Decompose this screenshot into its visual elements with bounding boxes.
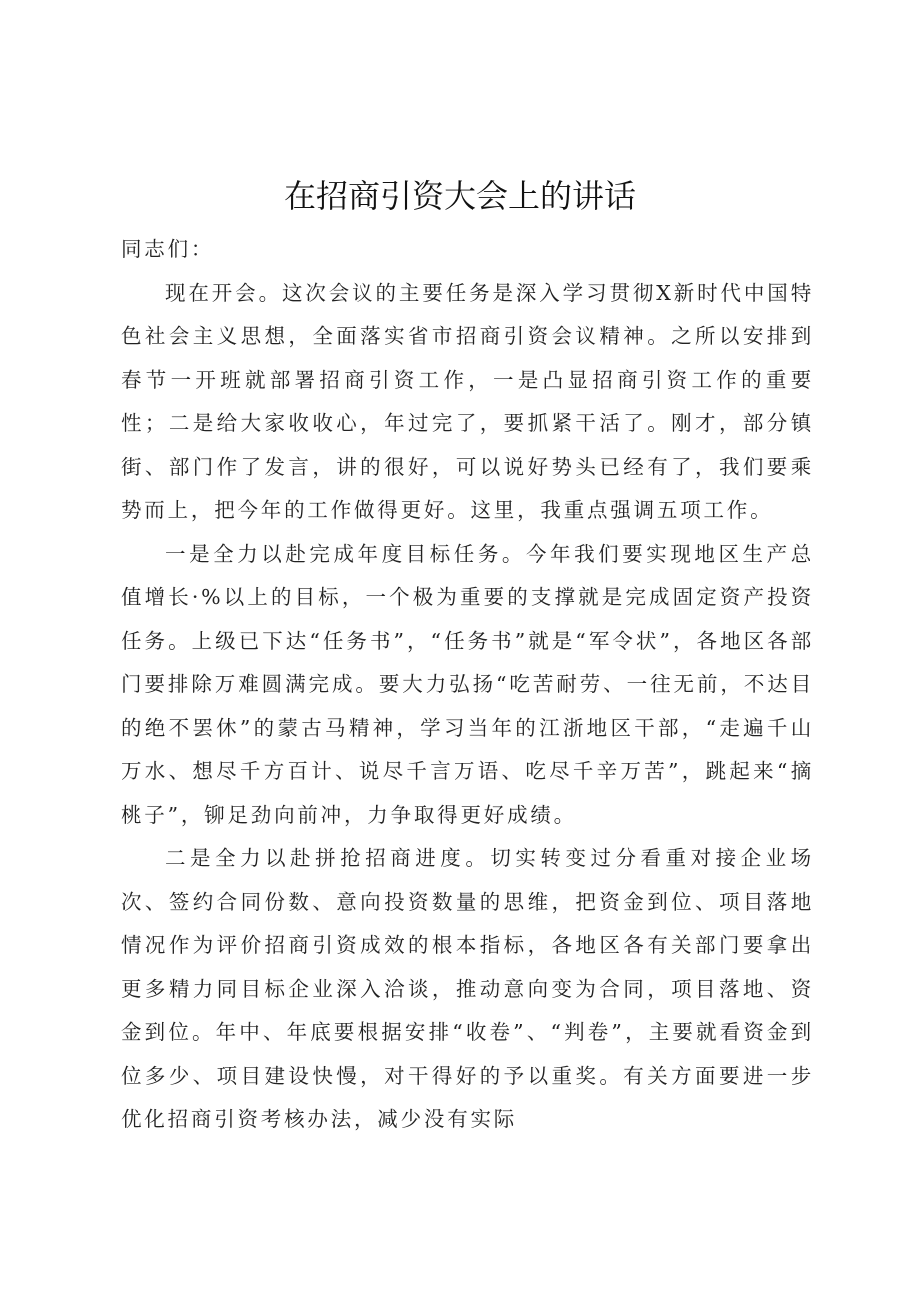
salutation: 同志们：: [121, 237, 215, 261]
paragraph-point-two: 二是全力以赴拼抢招商进度。切实转变过分看重对接企业场次、签约合同份数、意向投资数量的思维，把资金到位、项目落地情况作为评价招商引资成效的根本指标，各地区各有关部门要拿出更多精力同目标企业深入洽谈，推动意向变为合同，项目落地、资金到位。年中、年底要根据安排“收卷”、“判卷”，主要就看资金到位多少、项目建设快慢，对干得好的予以重奖。有关方面要进一步优化招商引资考核办法，减少没有实际: [121, 846, 814, 1131]
paragraph-point-one: 一是全力以赴完成年度目标任务。今年我们要实现地区生产总值增长·%以上的目标，一个极为重要的支撑就是完成固定资产投资任务。上级已下达“任务书”，“任务书”就是“军令状”，各地区各部门要排除万难圆满完成。要大力弘扬“吃苦耐劳、一往无前，不达目的绝不罢休”的蒙古马精神，学习当年的江浙地区干部，“走遍千山万水、想尽千方百计、说尽千言万语、吃尽千辛万苦”，跳起来“摘桃子”，铆足劲向前冲，力争取得更好成绩。: [121, 541, 814, 827]
document-title: 在招商引资大会上的讲话: [283, 177, 636, 215]
paragraph-opening: 现在开会。这次会议的主要任务是深入学习贯彻X新时代中国特色社会主义思想，全面落实省市招商引资会议精神。之所以安排到春节一开班就部署招商引资工作，一是凸显招商引资工作的重要性；二是给大家收收心，年过完了，要抓紧干活了。刚才，部分镇街、部门作了发言，讲的很好，可以说好势头已经有了，我们要乘势而上，把今年的工作做得更好。这里，我重点强调五项工作。: [121, 280, 814, 522]
document-body: [121, 228, 814, 1142]
